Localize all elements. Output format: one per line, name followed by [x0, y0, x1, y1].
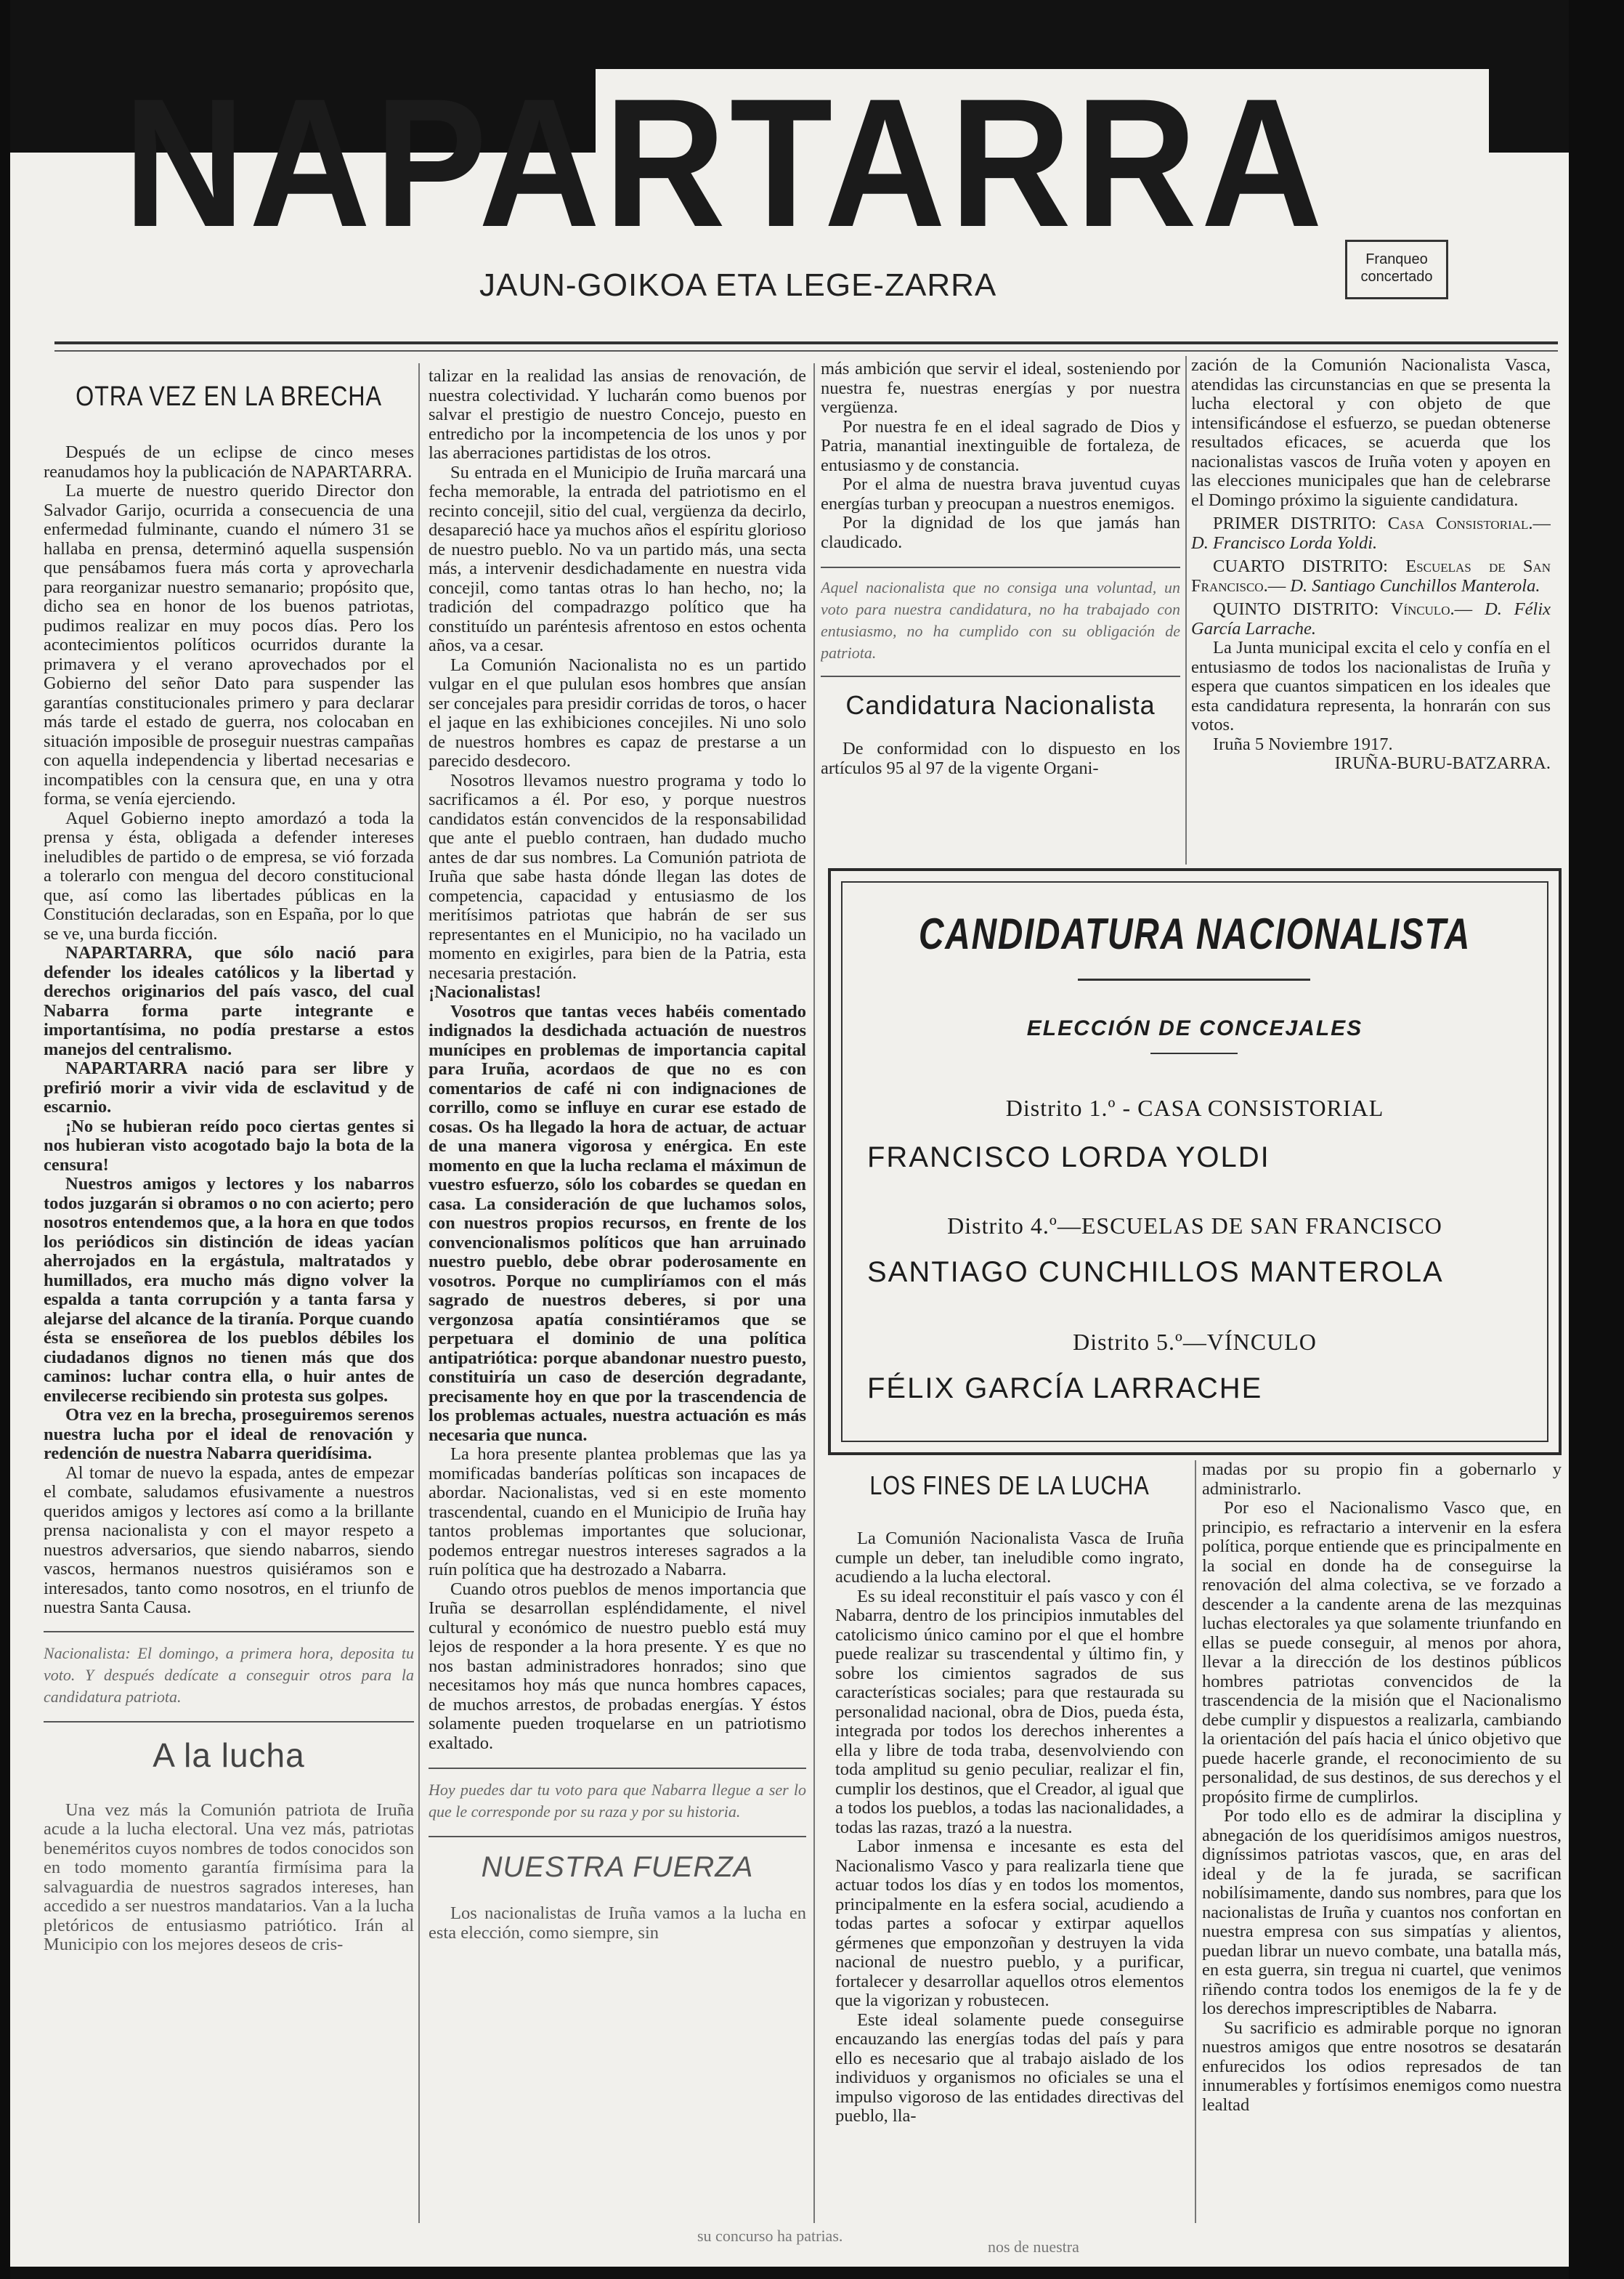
- district-1-entry: [1191, 514, 1551, 553]
- district-label: CUARTO DISTRITO: Escuelas de San Francisco.—: [1191, 556, 1551, 596]
- header-rule-thin: [54, 350, 1558, 352]
- paragraph: Es su ideal reconstituir el país vasco y con él Nabarra, dentro de los principios inmutables del catolicismo único camino por el que el hombre puede realizar su trascendental y último fin, y sobre los cimientos sagrados de sus características sociales; para que restaurada su personalidad nacional, obra de Dios, pueda ésta, integrada por todos los derechos inherentes a ella y libre de toda traba, desenvolviendo con toda amplitud su genio peculiar, realizar el fin, cumplir los destinos, que el Creador, al igual que a todos los pueblos, a todas las nacionalidades, a todas las razas, trazó a la nuestra.: [835, 1586, 1184, 1837]
- paragraph: NAPARTARRA, que sólo nació para defender los ideales católicos y la libertad y derechos originarios del país vasco, del cual Nabarra forma parte integrante e importantísima, no podía prestarse a estos manejos del centralismo.: [44, 943, 414, 1059]
- paragraph: Otra vez en la brecha, proseguiremos serenos nuestra lucha por el ideal de renovación y redención de nuestra Nabarra queridísima.: [44, 1405, 414, 1463]
- column-5: [835, 1464, 1184, 2227]
- header-rule: [54, 341, 1558, 344]
- ballot-district-5: Distrito 5.º—VÍNCULO: [1073, 1329, 1317, 1355]
- district-label: QUINTO DISTRITO: Vínculo.—: [1213, 599, 1473, 619]
- paragraph: Este ideal solamente puede conseguirse encauzando las energías todas del país y para ello es necesario que al trabajo aislado de los individuos y organismos no oficiales se una el impulso vigoroso de las entidades directivas del pueblo, lla-: [835, 2009, 1184, 2126]
- paragraph: ¡No se hubieran reído poco ciertas gentes si nos hubieran visto acogotado bajo la bota de la censura!: [44, 1116, 414, 1175]
- divider: [44, 1721, 414, 1723]
- district-label: PRIMER DISTRITO: Casa Consistorial.—: [1213, 514, 1551, 533]
- district-5-entry: [1191, 600, 1551, 639]
- candidate-name: D. Francisco Lorda Yoldi.: [1191, 533, 1378, 553]
- paragraph: Una vez más la Comunión patriota de Iruña acude a la lucha electoral. Una vez más, patriotas beneméritos cuyos nombres de todos conocidos son en todo momento garantía firmísima para la salvaguardia de nuestros sagrados intereses, han accedido a ser nuestros mandatarios. Van a la lucha pletóricos de entusiasmo patriótico. Irán al Municipio con los mejores deseos de cris-: [44, 1800, 414, 1954]
- italic-note: Hoy puedes dar tu voto para que Nabarra llegue a ser lo que le corresponde por su raza y por su historia.: [429, 1781, 806, 1821]
- column-separator: [1195, 1460, 1196, 2223]
- newspaper-motto: JAUN-GOIKOA ETA LEGE-ZARRA: [479, 267, 997, 303]
- divider: [821, 567, 1180, 568]
- dateline: Iruña 5 Noviembre 1917.: [1213, 734, 1393, 754]
- paragraph: Por la dignidad de los que jamás han claudicado.: [821, 513, 1180, 552]
- paragraph: La muerte de nuestro querido Director don Salvador Garijo, ocurrida a consecuencia de una enfermedad fulminante, cuando el número 31 se hallaba en prensa, determinó aquella suspensión que pensábamos fuera más corta y aprovecharla para reorganizar nuestro semanario; propósito que, dicho sea en honor de los buenos patriotas, pudimos realizar en muy pocos días. Pero los acontecimientos políticos ocurridos durante la primavera y el verano aprovechados por el Gobierno del señor Dato para suspender las garantías constitucionales primero y para declarar más tarde el estado de guerra, nos colocaban en situación imposible de proseguir nuestras campañas con aquella independencia y libertad necesarias e incompatibles con la censura que, en una y otra forma, se venía ejerciendo.: [44, 481, 414, 809]
- italic-note: Aquel nacionalista que no consiga una voluntad, un voto para nuestra candidatura, no ha trabajado con entusiasmo, no ha cumplido con su obligación de patriota.: [821, 578, 1180, 662]
- column-1: [44, 371, 414, 2230]
- paragraph: madas por su propio fin a gobernarlo y administrarlo.: [1202, 1460, 1562, 1499]
- paragraph: La hora presente plantea problemas que las ya momificadas banderías políticas son incapaces de abordar. Nacionalistas, ved si en este momento trascendental, cuando en el Municipio de Iruña hay tantos problemas importantes que solucionar, podemos entregar nuestros intereses sagrados a la ruín política que ha destrozado a Nabarra.: [429, 1444, 806, 1579]
- scan-border-right: [1569, 0, 1624, 2279]
- ballot-candidate-4: SANTIAGO CUNCHILLOS MANTEROLA: [867, 1256, 1444, 1288]
- article-heading-otra-vez: OTRA VEZ EN LA BRECHA: [76, 381, 382, 412]
- article-heading-fines: LOS FINES DE LA LUCHA: [869, 1470, 1150, 1500]
- column-6: [1202, 1460, 1562, 2223]
- paragraph: Su entrada en el Municipio de Iruña marcará una fecha memorable, la entrada del patriotismo en el recinto concejil, sitio del cual, vergüenza da decirlo, desapareció hace ya muchos años el espíritu glorioso de nuestro pueblo. No va un partido más, una secta más, a intervenir desdichadamente en nuestra vida concejil, como tantas otras lo han hecho, no; la tradición del compadrazgo político que ha constituído un paréntesis afrentoso en estos ochenta años, va a cesar.: [429, 462, 806, 655]
- paragraph: Nosotros llevamos nuestro programa y todo lo sacrificamos a él. Por eso, y porque nuestros candidatos están convencidos de la responsabilidad que ante el pueblo contraen, han dudado mucho antes de dar sus nombres. La Comunión patriota de Iruña que sabe hasta dónde llegan las dotes de competencia, capacidad y entusiasmo de los meritísimos patriotas que habrán de ser sus representantes en el Municipio, no ha vacilado un momento en exigirles, para bien de la Patria, esta necesaria prestación.: [429, 770, 806, 983]
- paragraph: De conformidad con lo dispuesto en los artículos 95 al 97 de la vigente Organi-: [821, 739, 1180, 778]
- newspaper-title: NAPARTARRA: [123, 73, 1327, 254]
- paragraph: Después de un eclipse de cinco meses reanudamos hoy la publicación de NAPARTARRA.: [44, 442, 414, 482]
- paragraph: La Comunión Nacionalista Vasca de Iruña cumple un deber, tan ineludible como ingrato, acudiendo a la lucha electoral.: [835, 1529, 1184, 1587]
- column-3: [821, 360, 1180, 861]
- column-separator: [418, 363, 420, 2223]
- paragraph: ¡Nacionalistas!: [429, 982, 542, 1002]
- column-2: [429, 367, 806, 2227]
- paragraph: talizar en la realidad las ansias de renovación, de nuestra colectividad. Y lucharán como buenos por salvar el prestigio de nuestro Concejo, puesto en entredicho por la incompetencia de los unos y por las aberraciones partidistas de los otros.: [429, 367, 806, 463]
- paragraph: La Junta municipal excita el celo y confía en el entusiasmo de todos los nacionalistas de Iruña y espera que cuantos simpaticen en los ideales que esta candidatura representa, la honrarán con sus votos.: [1191, 638, 1551, 734]
- ballot-candidate-5: FÉLIX GARCÍA LARRACHE: [867, 1372, 1263, 1404]
- ballot-district-4: Distrito 4.º—ESCUELAS DE SAN FRANCISCO: [947, 1213, 1442, 1239]
- paragraph: Los nacionalistas de Iruña vamos a la lucha en esta elección, como siempre, sin: [429, 1903, 806, 1943]
- column-separator: [1185, 356, 1187, 865]
- paragraph: Por el alma de nuestra brava juventud cuyas energías turban y preocupan a nuestros enemigos.: [821, 474, 1180, 514]
- paragraph: Al tomar de nuevo la espada, antes de empezar el combate, saludamos efusivamente a nuestros queridos amigos y lectores así como a la brillante prensa nacionalista y con el mayor respeto a nuestros adversarios, que siendo nabarros, siendo vascos, hermanos nuestros quisiéramos son e interesados, tanto como nosotros, en el triunfo de nuestra Santa Causa.: [44, 1462, 414, 1617]
- paragraph: Aquel Gobierno inepto amordazó a toda la prensa y ésta, obligada a defender intereses ineludibles de partido o de empresa, se vió forzada a tolerarlo con mengua del decoro constitucional que, así como las libertades públicas en la Constitución declaradas, son en España, por lo que se ve, una burda ficción.: [44, 808, 414, 944]
- postage-stamp-box: Franqueo concertado: [1345, 240, 1448, 299]
- district-4-entry: [1191, 557, 1551, 596]
- paragraph: NAPARTARRA nació para ser libre y prefirió morir a vivir vida de esclavitud y de escarnio.: [44, 1058, 414, 1117]
- paragraph: Su sacrificio es admirable porque no ignoran nuestros amigos que entre nosotros se desatarán enfurecidos los odios represados de tan innumerables y fortísimos enemigos como nuestra lealtad: [1202, 2017, 1562, 2115]
- scan-border-left: [0, 0, 10, 2279]
- candidate-name: D. Santiago Cunchillos Manterola.: [1290, 575, 1540, 596]
- paragraph: Cuando otros pueblos de menos importancia que Iruña se desarrollan espléndidamente, el nivel cultural y económico de nuestro pueblo está muy lejos de responder a la hora presente. Y es que no nos bastan administradores honrados; sino que necesitamos hoy más que nunca hombres capaces, de muchos arrestos, de probadas energías. Y éstos solamente pueden troquelarse en un patriotismo exaltado.: [429, 1579, 806, 1753]
- ballot-title: CANDIDATURA NACIONALISTA: [918, 910, 1471, 958]
- paragraph: más ambición que servir el ideal, sosteniendo por nuestra fe, nuestras energías y por nuestra vergüenza.: [821, 360, 1180, 417]
- column-separator: [813, 363, 815, 2223]
- candidate-name: D. Félix García Larrache.: [1191, 599, 1551, 639]
- ballot-candidate-1: FRANCISCO LORDA YOLDI: [867, 1141, 1270, 1173]
- paragraph: Labor inmensa e incesante es esta del Nacionalismo Vasco y para realizarla tiene que actuar todos los días y en todos los momentos, principalmente en la esfera social, acudiendo a todas partes a sofocar y extirpar aquellos gérmenes que emponzoñan y destruyen la vida nacional de nuestro pueblo, y a purificar, fortalecer y desarrollar aquellos otros elementos que la vigorizan y robustecen.: [835, 1837, 1184, 2010]
- italic-note: Nacionalista: El domingo, a primera hora, deposita tu voto. Y después dedícate a conseguir otros para la candidatura patriota.: [44, 1643, 414, 1706]
- paragraph: Por eso el Nacionalismo Vasco que, en principio, es refractario a intervenir en la esfera política, porque entiende que es principalmente en la social en donde ha de conseguirse la renovación del alma colectiva, se ve forzado a descender a la candente arena de las mezquinas luchas electorales ya que solamente triunfando en ellas se puede conseguir, al menos por ahora, llevar a la dirección de los destinos públicos hombres patriotas convencidos de la trascendencia de la misión que el Nacionalismo debe cumplir y dispuestos a realizarla, cambiando la orientación del país hacia el único objetivo que puede hacerle grande, el reconocimiento de su personalidad, de sus destinos, de sus derechos y el propósito firme de cumplirlos.: [1202, 1498, 1562, 1807]
- divider: [429, 1836, 806, 1837]
- paragraph: Vosotros que tantas veces habéis comentado indignados la desdichada actuación de nuestros munícipes en problemas de importancia capital para Iruña, acordaos de que no es con comentarios de café ni con indignaciones de corrillo, como se influye en curar ese estado de cosas. Os ha llegado la hora de actuar, de actuar de una manera vigorosa y enérgica. En este momento en que la lucha reclama el máximun de vuestro esfuerzo, sólo los cobardes se quedan en casa. La consideración de que luchamos solos, con nuestros propios recursos, en frente de los convencionalismos políticos que han arruinado nuestro pueblo, debe obrar poderosamente en vosotros. Porque no cumpliríamos con el más sagrado de nuestros deberes, si por una vergonzosa apatía consintiéramos que se perpetuara el dominio de una política antipatriótica: porque abandonar nuestro puesto, constituiría un caso de deserción degradante, precisamente hoy en que por la trascendencia de los problemas actuales, nuestra actuación es más necesaria que nunca.: [429, 1001, 806, 1445]
- divider: [429, 1768, 806, 1769]
- signature: IRUÑA-BURU-BATZARRA.: [1334, 753, 1551, 773]
- article-heading-candidatura: Candidatura Nacionalista: [845, 690, 1156, 720]
- paragraph: La Comunión Nacionalista no es un partido vulgar en el que pululan esos hombres que ansían ser concejales para presidir corridas de toros, o hacer el jaque en las exhibiciones concejiles. Ni uno solo de nuestros hombres es capaz de prestarse a un parecido desdecoro.: [429, 655, 806, 771]
- column-4: [1191, 356, 1551, 865]
- paragraph: Por todo ello es de admirar la disciplina y abnegación de los queridísimos amigos nuestros, digníssimos patriotas vascos, que, en aras del ideal y de la fe jurada, se sacrifican nobilísimamente, dando sus nombres, para que los nacionalistas de Iruña y cuantos nos confortan en nuestra empresa con sus simpatías y alientos, puedan librar un nuevo combate, una batalla más, en esta guerra, sin tregua ni cuartel, que venimos riñendo contra todos los enemigos de la fe y de los derechos imprescriptibles de Nabarra.: [1202, 1806, 1562, 2018]
- candidatura-ballot-box: [828, 868, 1562, 1455]
- article-heading-a-la-lucha: A la lucha: [153, 1736, 305, 1774]
- paragraph: Por nuestra fe en el ideal sagrado de Dios y Patria, manantial inextinguible de fortaleza, de entusiasmo y de constancia.: [821, 416, 1180, 475]
- ornament-rule: [1150, 1053, 1238, 1054]
- divider: [821, 676, 1180, 677]
- footer-fragment-right: nos de nuestra: [988, 2238, 1079, 2256]
- paragraph: Nuestros amigos y lectores y los nabarros todos juzgarán si obramos o no con acierto; pero nosotros entendemos que, a la hora en que todos los periódicos sin distinción de ideas yacían aherrojados en la ergástula, maltratados y humillados, era mucho más digno volver la espalda a tanta corrupción y a tanta farsa y alejarse del alcance de la tiranía. Porque cuando ésta se enseñorea de los pueblos débiles los ciudadanos dignos no tienen más que dos caminos: luchar contra ella, o huir antes de envilecerse recibiendo sin protesta sus golpes.: [44, 1174, 414, 1406]
- ballot-district-1: Distrito 1.º - CASA CONSISTORIAL: [1005, 1095, 1384, 1121]
- divider: [44, 1631, 414, 1632]
- paragraph: zación de la Comunión Nacionalista Vasca, atendidas las circunstancias en que se presenta la lucha electoral y con objeto de que intensificándose el esfuerzo, se puedan obtenerse resultados eficaces, se acuerda que los nacionalistas vascos de Iruña voten y apoyen en las elecciones municipales que han de celebrarse el Domingo próximo la siguiente candidatura.: [1191, 356, 1551, 510]
- article-heading-nuestra-fuerza: NUESTRA FUERZA: [481, 1851, 754, 1883]
- ballot-subtitle: ELECCIÓN DE CONCEJALES: [1026, 1016, 1363, 1040]
- footer-fragment-left: su concurso ha patrias.: [697, 2227, 843, 2245]
- ornament-rule: [1078, 979, 1310, 981]
